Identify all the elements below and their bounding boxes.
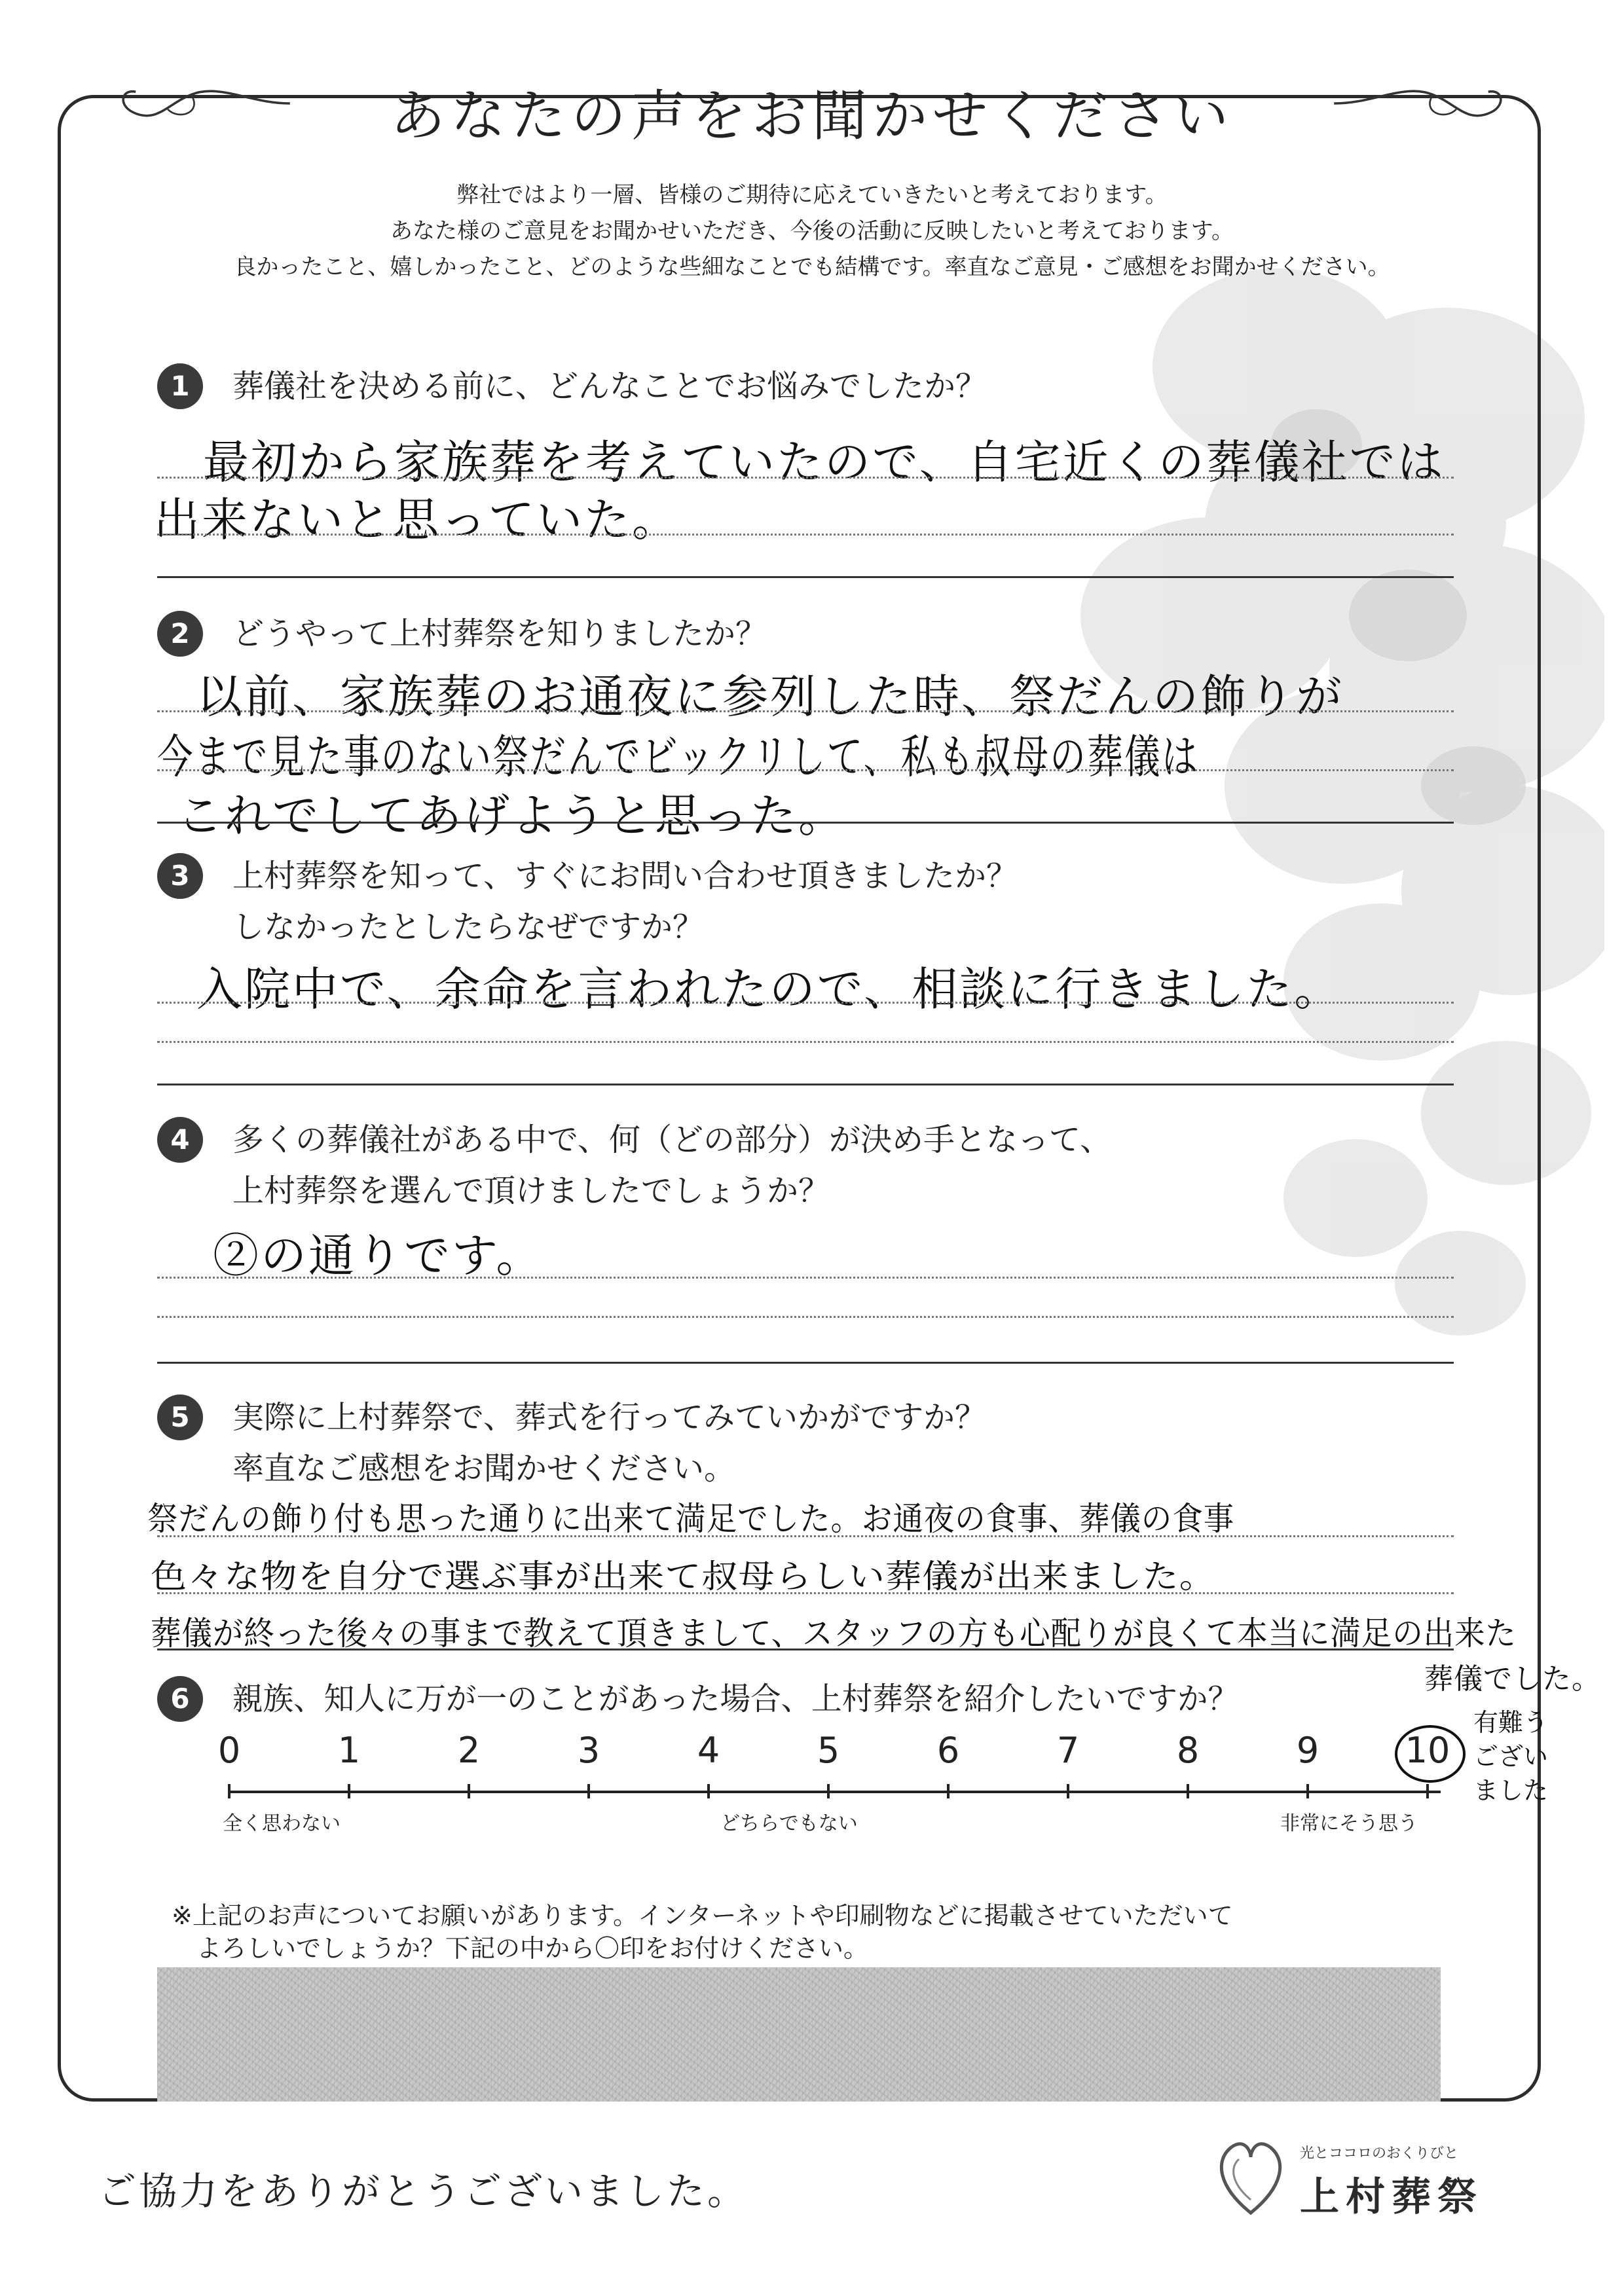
handwritten-answer: 以前、家族葬のお通夜に参列した時、祭だんの飾りが [196, 670, 1344, 723]
handwritten-answer: 最初から家族葬を考えていたので、自宅近くの葬儀社では [203, 435, 1445, 489]
heart-logo-icon [1211, 2128, 1290, 2219]
scale-number[interactable]: 2 [457, 1730, 481, 1771]
question-text: しなかったとしたらなぜですか？ [232, 909, 705, 945]
question-number-badge: 5 [157, 1394, 203, 1440]
section-divider [157, 1362, 1454, 1364]
handwritten-answer: 葬儀が終った後々の事まで教えて頂きまして、スタッフの方も心配りが良くて本当に満足の出来た [151, 1614, 1517, 1652]
question-text: 実際に上村葬祭で、葬式を行ってみていかがですか？ [232, 1399, 987, 1436]
answer-line [157, 710, 1454, 712]
scale-label-mid: どちらでもない [720, 1812, 858, 1835]
scale-number[interactable]: 6 [936, 1730, 960, 1771]
intro-line-1: 弊社ではより一層、皆様のご期待に応えていきたいと考えております。 [456, 182, 1168, 208]
scale-number[interactable]: 7 [1056, 1730, 1080, 1771]
handwritten-answer: 葬儀でした。 [1424, 1662, 1601, 1696]
redacted-consent-area [157, 1967, 1441, 2102]
scale-number[interactable]: 4 [697, 1730, 720, 1771]
question-text: 上村葬祭を知って、すぐにお問い合わせ頂きましたか？ [232, 858, 1018, 894]
selected-rating-circle [1395, 1725, 1466, 1783]
scale-label-high: 非常にそう思う [1280, 1812, 1418, 1835]
scale-tick [1306, 1784, 1309, 1798]
footer-thanks: ご協力をありがとうございました。 [98, 2169, 748, 2214]
page-title: あなたの声をお聞かせください [390, 84, 1234, 148]
question-number-badge: 1 [157, 363, 203, 409]
question-text: 葬儀社を決める前に、どんなことでお悩みでしたか？ [232, 368, 987, 405]
answer-line [157, 1592, 1454, 1594]
handwritten-answer: 今まで見た事のない祭だんでビックリして、私も叔母の葬儀は [157, 730, 1200, 784]
section-divider [157, 822, 1454, 824]
scale-tick [468, 1784, 470, 1798]
question-text: 率直なご感想をお聞かせください。 [232, 1450, 736, 1487]
handwritten-answer: 出来ないと思っていた。 [154, 493, 680, 547]
question-number-badge: 4 [157, 1117, 203, 1163]
question-text: 上村葬祭を選んで頂けましたでしょうか？ [232, 1173, 830, 1209]
section-divider [157, 1084, 1454, 1085]
scale-number[interactable]: 10 [1405, 1730, 1450, 1771]
handwritten-answer: 色々な物を自分で選ぶ事が出来て叔母らしい葬儀が出来ました。 [151, 1558, 1216, 1595]
answer-line [157, 769, 1454, 771]
handwritten-answer: ②の通りです。 [213, 1229, 544, 1283]
consent-note: ※上記のお声についてお願いがあります。インターネットや印刷物などに掲載させていただいて [172, 1901, 1233, 1930]
answer-line [157, 1316, 1454, 1318]
scale-number[interactable]: 3 [577, 1730, 600, 1771]
rating-scale-line [229, 1791, 1441, 1793]
scale-number[interactable]: 9 [1296, 1730, 1320, 1771]
handwritten-thanks: 有難うございました [1473, 1708, 1549, 1805]
question-number-badge: 3 [157, 853, 203, 899]
scale-tick [228, 1784, 231, 1798]
answer-line [157, 534, 1454, 536]
scale-number[interactable]: 5 [817, 1730, 840, 1771]
logo-tagline: 光とココロのおくりびと [1300, 2145, 1459, 2162]
scale-number[interactable]: 0 [217, 1730, 241, 1771]
scale-tick [1187, 1784, 1189, 1798]
answer-line [157, 477, 1454, 479]
section-divider [157, 1649, 1454, 1650]
handwritten-answer: 祭だんの飾り付も思った通りに出来て満足でした。お通夜の食事、葬儀の食事 [147, 1500, 1235, 1538]
question-text: どうやって上村葬祭を知りましたか？ [232, 615, 767, 652]
question-text: 親族、知人に万が一のことがあった場合、上村葬祭を紹介したいですか？ [232, 1681, 1239, 1717]
scale-tick [587, 1784, 590, 1798]
scale-number[interactable]: 1 [337, 1730, 361, 1771]
answer-line [157, 1041, 1454, 1043]
intro-line-2: あなた様のご意見をお聞かせいただき、今後の活動に反映したいと考えております。 [390, 218, 1234, 244]
section-divider [157, 576, 1454, 578]
question-number-badge: 2 [157, 611, 203, 657]
scale-tick [947, 1784, 950, 1798]
handwritten-answer: これでしてあげようと思った。 [177, 789, 846, 843]
question-number-badge: 6 [157, 1676, 203, 1722]
scale-tick [1067, 1784, 1069, 1798]
scale-label-low: 全く思わない [223, 1812, 341, 1835]
consent-note: よろしいでしょうか？下記の中から〇印をお付けください。 [196, 1934, 869, 1963]
intro-line-3: 良かったこと、嬉しかったこと、どのような些細なことでも結構です。率直なご意見・ご感想をお聞かせください。 [234, 254, 1390, 280]
answer-line [157, 1002, 1454, 1004]
answer-line [157, 1535, 1454, 1537]
handwritten-answer: 入院中で、余命を言われたので、相談に行きました。 [196, 962, 1342, 1016]
scale-tick [707, 1784, 710, 1798]
scale-tick [827, 1784, 830, 1798]
scale-number[interactable]: 8 [1176, 1730, 1200, 1771]
answer-line [157, 1277, 1454, 1279]
question-text: 多くの葬儀社がある中で、何（どの部分）が決め手となって、 [232, 1121, 1112, 1158]
logo-name: 上村葬祭 [1300, 2174, 1483, 2220]
scale-tick [1426, 1784, 1429, 1798]
scale-tick [348, 1784, 350, 1798]
